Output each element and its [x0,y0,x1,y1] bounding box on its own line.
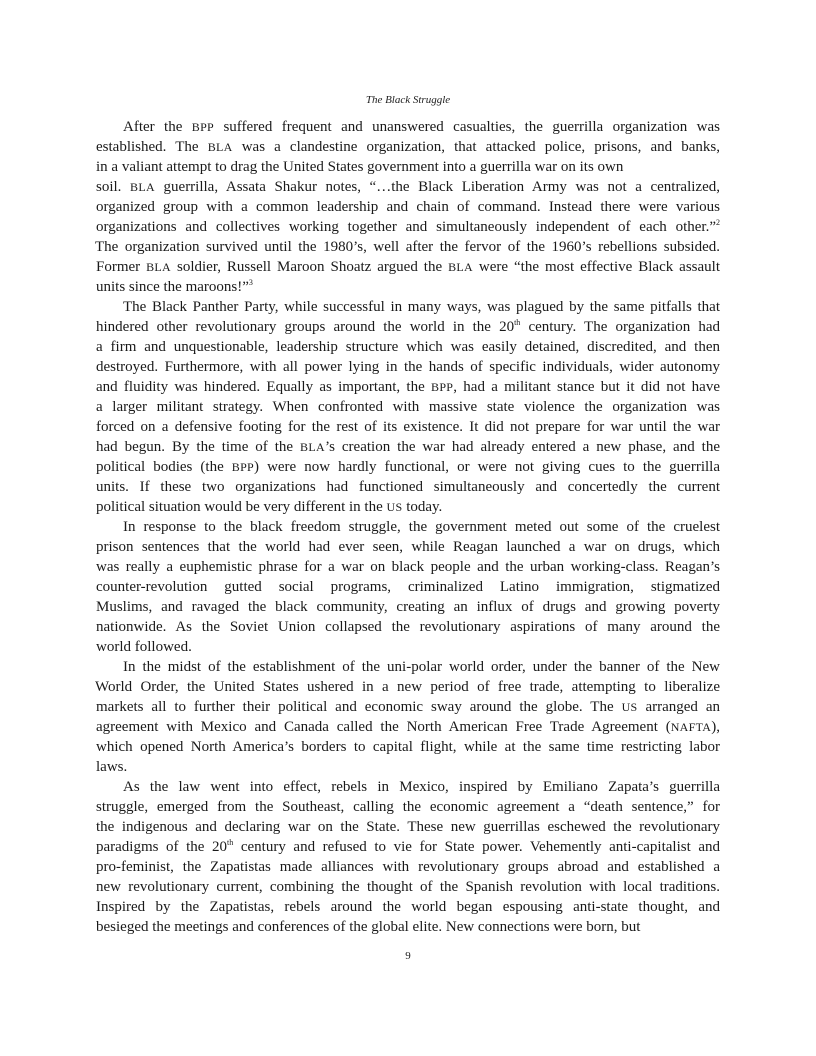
text-line: forced on a defensive footing for the rest of its existence. It did not prepare for war until the war [96,419,720,435]
text-line: The organization survived until the 1980’s, well after the fervor of the 1960’s rebellions subsided. [95,239,720,255]
text-line: destroyed. Furthermore, with all power lying in the hands of specific individuals, wider autonomy [96,359,720,375]
text-line: and fluidity was hindered. Equally as important, the BPP, had a militant stance but it did not have [96,379,720,395]
abbreviation: BLA [300,440,325,454]
text-line: laws. [96,759,128,775]
paragraph [96,777,720,937]
text-line: a larger militant strategy. When confronted with massive state violence the organization was [96,399,720,415]
text-line: In the midst of the establishment of the uni-polar world order, under the banner of the New [123,659,720,675]
text-line: political bodies (the BPP) were now hardly functional, or were not giving cues to the guerrilla [96,459,720,475]
text-line: a firm and unquestionable, leadership structure which was easily detained, discredited, and then [96,339,720,355]
text-line: paradigms of the 20th century and refused to vie for State power. Vehemently anti-capitalist and [96,838,720,855]
text-line: struggle, emerged from the Southeast, calling the economic agreement a “death sentence,” for [96,799,720,815]
abbreviation: US [621,700,638,714]
text-line: units. If these two organizations had functioned simultaneously and concertedly the current [96,479,720,495]
paragraph [96,117,720,297]
text-line: in a valiant attempt to drag the United States government into a guerrilla war on its own [96,159,624,175]
text-line: had begun. By the time of the BLA’s creation the war had already entered a new phase, and the [96,439,720,455]
text-line: hindered other revolutionary groups around the world in the 20th century. The organization had [96,318,720,335]
text-line: Former BLA soldier, Russell Maroon Shoatz argued the BLA were “the most effective Black assault [96,259,721,275]
text-line: In response to the black freedom struggle, the government meted out some of the cruelest [123,519,720,535]
text-line: new revolutionary current, combining the thought of the Spanish revolution with local traditions. [96,879,720,895]
text-line: the indigenous and declaring war on the State. These new guerrillas eschewed the revolutionary [96,819,720,835]
abbreviation: NAFTA [670,720,712,734]
ordinal-suffix: th [514,318,521,327]
text-line: organizations and collectives working together and simultaneously independent of each other.”$^2$ [96,218,720,235]
body-text [96,117,720,937]
page-number: 9 [405,950,411,962]
text-line: World Order, the United States ushered in a new period of free trade, attempting to liberalize [95,679,720,695]
text-line: After the BPP suffered frequent and unanswered casualties, the guerrilla organization was [123,119,720,135]
abbreviation: BPP [191,120,215,134]
abbreviation: US [386,500,403,514]
text-line: political situation would be very different in the US today. [96,499,443,515]
abbreviation: BLA [207,140,233,154]
abbreviation: BLA [448,260,473,274]
text-line: nationwide. As the Soviet Union collapsed the revolutionary aspirations of many around the [96,619,720,635]
abbreviation: BPP [431,380,454,394]
text-line: counter-revolution gutted social programs, criminalized Latino immigration, stigmatized [96,579,720,595]
text-line: established. The BLA was a clandestine organization, that attacked police, prisons, and banks, [96,139,720,155]
text-line: As the law went into effect, rebels in Mexico, inspired by Emiliano Zapata’s guerrilla [123,779,720,795]
abbreviation: BLA [130,180,155,194]
text-line: was really a euphemistic phrase for a war on black people and the urban working-class. Reagan’s [96,559,720,575]
text-line: world followed. [96,639,192,655]
text-line: prison sentences that the world had ever seen, while Reagan launched a war on drugs, which [96,539,720,555]
running-head: The Black Struggle [365,94,451,106]
text-line: units since the maroons!”$^3$ [96,278,253,295]
ordinal-suffix: th [227,838,234,847]
text-line: The Black Panther Party, while successful in many ways, was plagued by the same pitfalls that [123,299,720,315]
text-line: which opened North America’s borders to capital flight, while at the same time restricting labor [96,739,720,755]
footnote-ref: 2 [716,218,720,227]
text-line: Inspired by the Zapatistas, rebels around the world began espousing anti-state thought, and [96,899,720,915]
abbreviation: BPP [231,460,255,474]
text-line: pro-feminist, the Zapatistas made alliances with revolutionary groups abroad and established a [96,859,720,875]
abbreviation: BLA [146,260,172,274]
text-line: markets all to further their political and economic sway around the globe. The US arranged an [96,699,720,715]
text-line: organized group with a common leadership and chain of command. Instead there were various [96,199,720,215]
text-line: soil. BLA guerrilla, Assata Shakur notes, “…the Black Liberation Army was not a centralized, [96,179,720,195]
text-line: Muslims, and ravaged the black community, creating an influx of drugs and growing poverty [96,599,720,615]
footnote-ref: 3 [248,278,253,287]
paragraph [96,517,720,657]
text-line: besieged the meetings and conferences of the global elite. New connections were born, but [96,919,641,935]
paragraph [96,657,720,777]
paragraph [96,297,720,517]
text-line: agreement with Mexico and Canada called the North American Free Trade Agreement (NAFTA), [96,719,720,735]
